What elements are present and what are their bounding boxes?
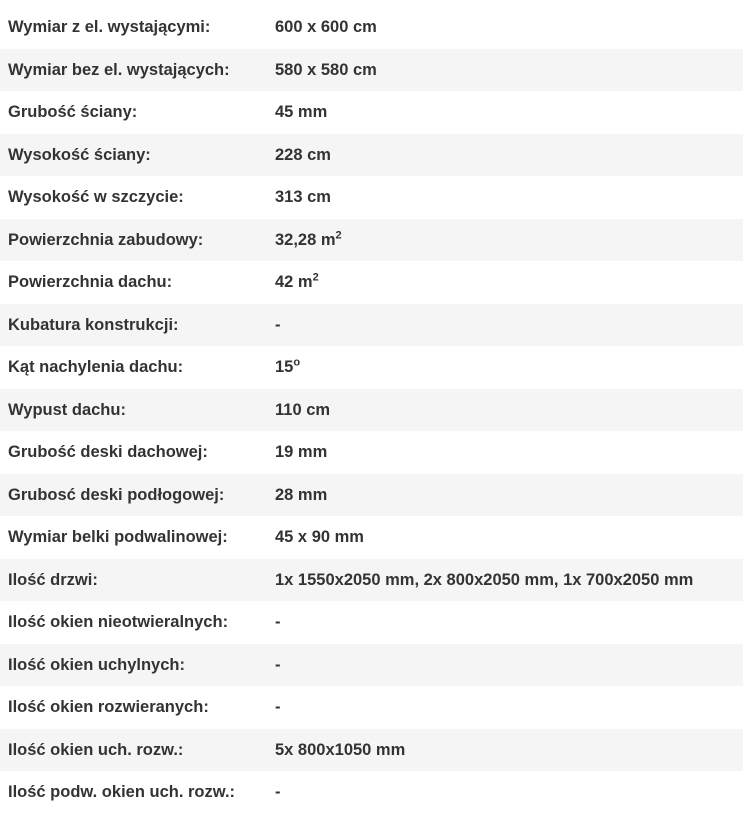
spec-label: Kąt nachylenia dachu: [8,358,184,377]
spec-value [267,686,743,729]
spec-value [267,6,743,49]
spec-value-text: 45 x 90 mm [275,528,364,547]
spec-value [267,431,743,474]
spec-value [267,559,743,602]
spec-value-text: - [275,613,281,632]
spec-value [267,176,743,219]
spec-label: Wysokość w szczycie: [8,188,184,207]
spec-value [267,729,743,772]
spec-label: Wymiar belki podwalinowej: [8,528,228,547]
spec-value [267,304,743,347]
spec-row-roof-overhang [0,389,743,432]
spec-value [267,771,743,814]
specification-table-body [0,6,743,814]
spec-value [267,49,743,92]
spec-row-built-area [0,219,743,262]
spec-value-superscript: 2 [335,229,342,242]
spec-value-text: 228 cm [275,145,331,164]
spec-value-text: 32,28 m [275,230,336,249]
spec-value-text: 313 cm [275,188,331,207]
spec-label: Wysokość ściany: [0,134,267,177]
spec-label: Ilość okien nieotwieralnych: [8,613,229,632]
spec-row-roof-pitch [0,346,743,389]
spec-value-text: - [275,655,281,674]
spec-label: Ilość okien uchylnych: [0,644,267,687]
spec-value [267,219,743,262]
spec-value [267,134,743,177]
spec-row-volume [0,304,743,347]
spec-value-text: 42 m [275,273,313,292]
spec-row-ridge-height [0,176,743,219]
spec-label: Kubatura konstrukcji: [0,304,267,347]
spec-label: Powierzchnia zabudowy: [0,219,267,262]
spec-row-roof-area [0,261,743,304]
spec-label: Ilość podw. okien uch. rozw.: [8,783,236,802]
spec-row-tilt-turn-windows [0,729,743,772]
spec-label: Ilość drzwi: [0,559,267,602]
spec-row-double-tilt-turn-windows [0,771,743,814]
spec-value [267,516,743,559]
spec-label: Wymiar bez el. wystających: [0,49,267,92]
spec-label: Ilość okien rozwieranych: [8,698,209,717]
spec-row-sill-beam-dimension [0,516,743,559]
spec-value-text: 19 mm [275,443,328,462]
spec-value-superscript: o [293,356,301,369]
spec-value-text: 1x 1550x2050 mm, 2x 800x2050 mm, 1x 700x2050 mm [275,570,694,589]
spec-value-text: 600 x 600 cm [275,18,377,37]
spec-value-text: 15 [275,358,294,377]
spec-row-doors [0,559,743,602]
spec-value-text: 45 mm [275,103,328,122]
spec-value [267,346,743,389]
spec-value [267,91,743,134]
spec-value [267,389,743,432]
spec-value-text: - [275,698,281,717]
spec-label: Grubosć deski podłogowej: [0,474,267,517]
spec-row-wall-height [0,134,743,177]
spec-value-text: 110 cm [275,400,331,419]
spec-label: Powierzchnia dachu: [8,273,173,292]
spec-label: Grubość ściany: [8,103,138,122]
spec-label: Wymiar z el. wystającymi: [8,18,211,37]
spec-row-tilt-windows [0,644,743,687]
spec-value-superscript: 2 [312,271,319,284]
spec-value-text: - [275,783,281,802]
specification-table [0,6,743,814]
spec-value [267,261,743,304]
spec-row-roof-board-thickness [0,431,743,474]
spec-label: Ilość okien uch. rozw.: [0,729,267,772]
spec-value [267,474,743,517]
spec-row-floor-board-thickness [0,474,743,517]
spec-row-inner-dimension [0,49,743,92]
spec-value-text: 5x 800x1050 mm [275,740,406,759]
spec-row-outer-dimension [0,6,743,49]
spec-value-text: 28 mm [275,485,328,504]
spec-value-text: - [275,315,281,334]
spec-row-wall-thickness [0,91,743,134]
spec-label: Wypust dachu: [0,389,267,432]
spec-value [267,601,743,644]
spec-value-text: 580 x 580 cm [275,60,377,79]
spec-row-casement-windows [0,686,743,729]
spec-row-fixed-windows [0,601,743,644]
spec-label: Grubość deski dachowej: [8,443,208,462]
spec-value [267,644,743,687]
